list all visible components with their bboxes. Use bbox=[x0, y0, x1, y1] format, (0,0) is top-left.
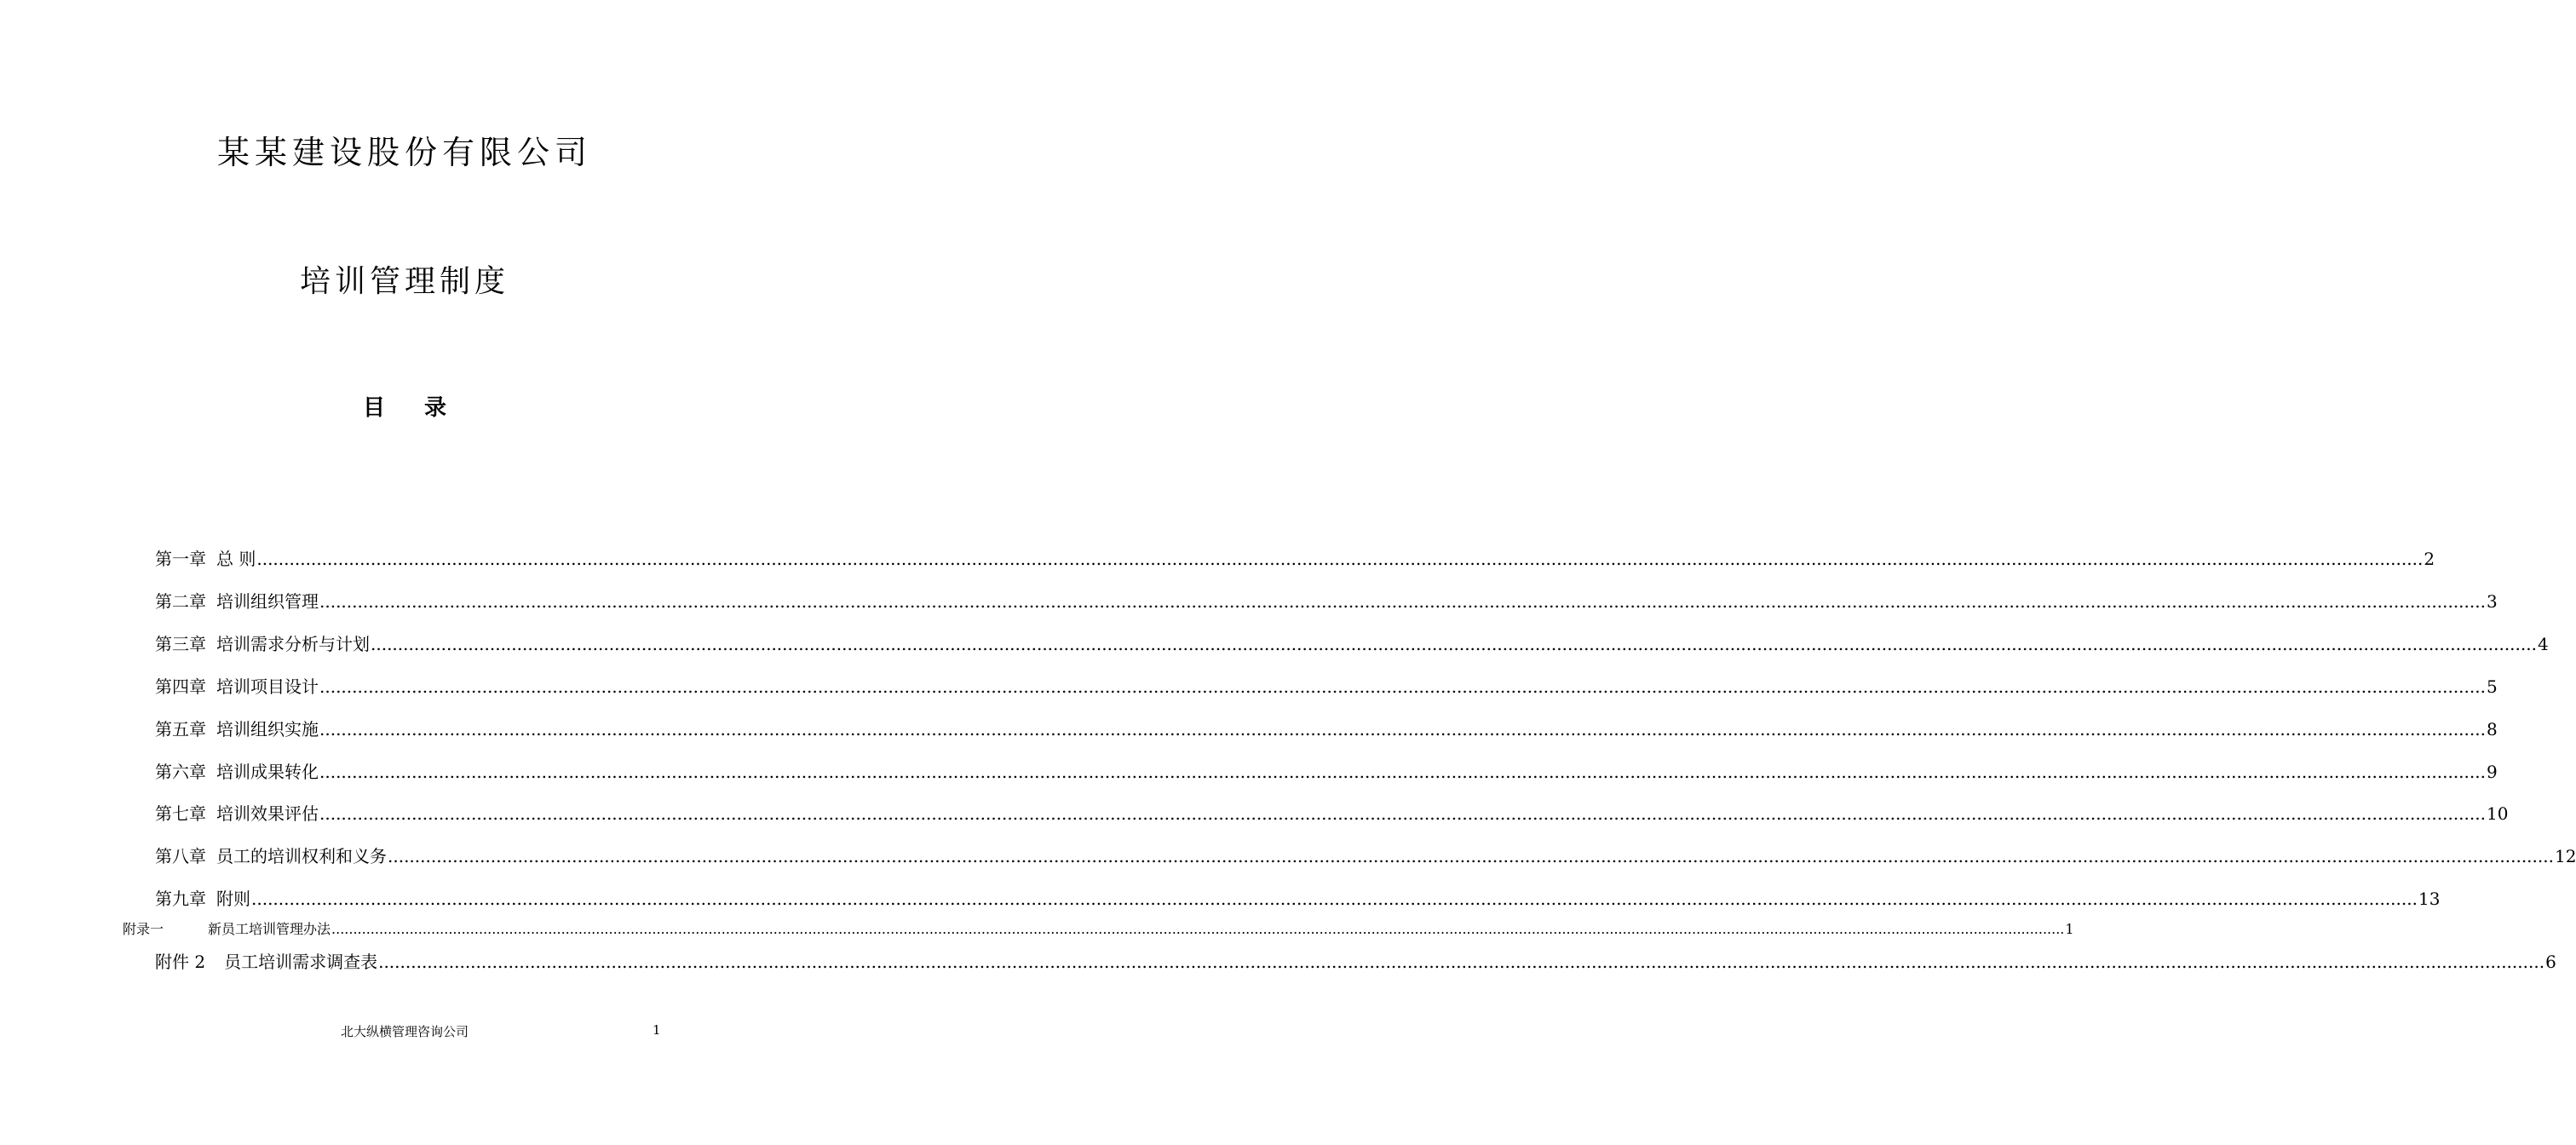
toc-page-number: 8 bbox=[2486, 719, 2498, 739]
toc-page-number: 12 bbox=[2554, 846, 2576, 866]
toc-chapter-number: 第七章 bbox=[155, 803, 206, 824]
toc-entry-chapter-2[interactable] bbox=[155, 588, 2498, 613]
toc-entry-chapter-7[interactable] bbox=[155, 800, 2509, 825]
toc-chapter-number: 第二章 bbox=[155, 591, 206, 612]
toc-chapter-number: 第一章 bbox=[155, 549, 206, 569]
document-title: 培训管理制度 bbox=[299, 264, 509, 299]
toc-dot-leader: ................................................................................................................................................................................................................................................................................................................................................................................................................ bbox=[319, 591, 2486, 612]
toc-dot-leader: ................................................................................................................................................................................................................................................................................................................................................................................................................ bbox=[319, 719, 2486, 739]
toc-chapter-title: 总 则 bbox=[216, 549, 256, 569]
toc-dot-leader: ................................................................................................................................................................................................................................................................................................................................................................................................................ bbox=[319, 803, 2486, 824]
toc-dot-leader: ................................................................................................................................................................................................................................................................................................................................................................................................................ bbox=[251, 889, 2418, 909]
toc-page-number: 4 bbox=[2537, 634, 2549, 654]
toc-entry-attachment-2[interactable] bbox=[155, 948, 2556, 973]
toc-attachment-number: 附件 2 bbox=[155, 952, 206, 972]
toc-dot-leader: ................................................................................................................................................................................................................................................................................................................................................................................................................ bbox=[319, 762, 2486, 782]
toc-dot-leader: ................................................................................................................................................................................................................................................................................................................................................................................................................ bbox=[331, 921, 2065, 937]
toc-chapter-number: 第九章 bbox=[155, 889, 206, 909]
toc-page-number: 2 bbox=[2424, 549, 2435, 569]
toc-chapter-title: 附则 bbox=[216, 889, 250, 909]
toc-chapter-title: 培训组织实施 bbox=[216, 719, 319, 739]
toc-heading bbox=[0, 390, 809, 422]
toc-dot-leader: ................................................................................................................................................................................................................................................................................................................................................................................................................ bbox=[319, 676, 2486, 697]
toc-appendix-number: 附录一 bbox=[123, 921, 164, 937]
toc-chapter-number: 第八章 bbox=[155, 846, 206, 866]
toc-chapter-title: 培训成果转化 bbox=[216, 762, 319, 782]
toc-entry-chapter-8[interactable] bbox=[155, 843, 2576, 867]
toc-chapter-title: 培训需求分析与计划 bbox=[216, 634, 370, 654]
toc-entry-appendix-1[interactable] bbox=[123, 918, 2074, 938]
toc-chapter-number: 第六章 bbox=[155, 762, 206, 782]
toc-entry-chapter-1[interactable] bbox=[155, 545, 2435, 570]
toc-chapter-title: 员工的培训权利和义务 bbox=[216, 846, 387, 866]
toc-entry-chapter-6[interactable] bbox=[155, 758, 2498, 783]
footer-page-number: 1 bbox=[653, 1022, 661, 1038]
toc-heading-char-1: 目 bbox=[362, 395, 385, 421]
toc-page-number: 13 bbox=[2418, 889, 2441, 909]
toc-entry-chapter-3[interactable] bbox=[155, 630, 2549, 655]
toc-chapter-number: 第三章 bbox=[155, 634, 206, 654]
toc-chapter-title: 培训组织管理 bbox=[216, 591, 319, 612]
toc-page-number: 10 bbox=[2486, 803, 2509, 824]
company-name: 某某建设股份有限公司 bbox=[216, 134, 592, 171]
toc-chapter-title: 培训效果评估 bbox=[216, 803, 319, 824]
toc-chapter-number: 第四章 bbox=[155, 676, 206, 697]
toc-attachment-title: 员工培训需求调查表 bbox=[224, 952, 378, 972]
toc-entry-chapter-4[interactable] bbox=[155, 673, 2498, 698]
toc-heading-char-2: 录 bbox=[424, 395, 447, 421]
toc-dot-leader: ................................................................................................................................................................................................................................................................................................................................................................................................................ bbox=[378, 952, 2545, 972]
toc-entry-chapter-5[interactable] bbox=[155, 716, 2498, 740]
toc-page-number: 9 bbox=[2486, 762, 2498, 782]
toc-dot-leader: ................................................................................................................................................................................................................................................................................................................................................................................................................ bbox=[371, 634, 2537, 654]
toc-appendix-title: 新员工培训管理办法 bbox=[208, 921, 331, 937]
toc-page-number: 6 bbox=[2545, 952, 2556, 972]
toc-page-number: 3 bbox=[2486, 591, 2498, 612]
footer-company: 北大纵横管理咨询公司 bbox=[340, 1024, 469, 1039]
toc-dot-leader: ................................................................................................................................................................................................................................................................................................................................................................................................................ bbox=[256, 549, 2424, 569]
toc-dot-leader: ................................................................................................................................................................................................................................................................................................................................................................................................................ bbox=[388, 846, 2554, 866]
toc-entry-chapter-9[interactable] bbox=[155, 885, 2441, 910]
toc-page-number: 1 bbox=[2065, 921, 2074, 937]
toc-chapter-title: 培训项目设计 bbox=[216, 676, 319, 697]
toc-chapter-number: 第五章 bbox=[155, 719, 206, 739]
toc-page-number: 5 bbox=[2486, 676, 2498, 697]
